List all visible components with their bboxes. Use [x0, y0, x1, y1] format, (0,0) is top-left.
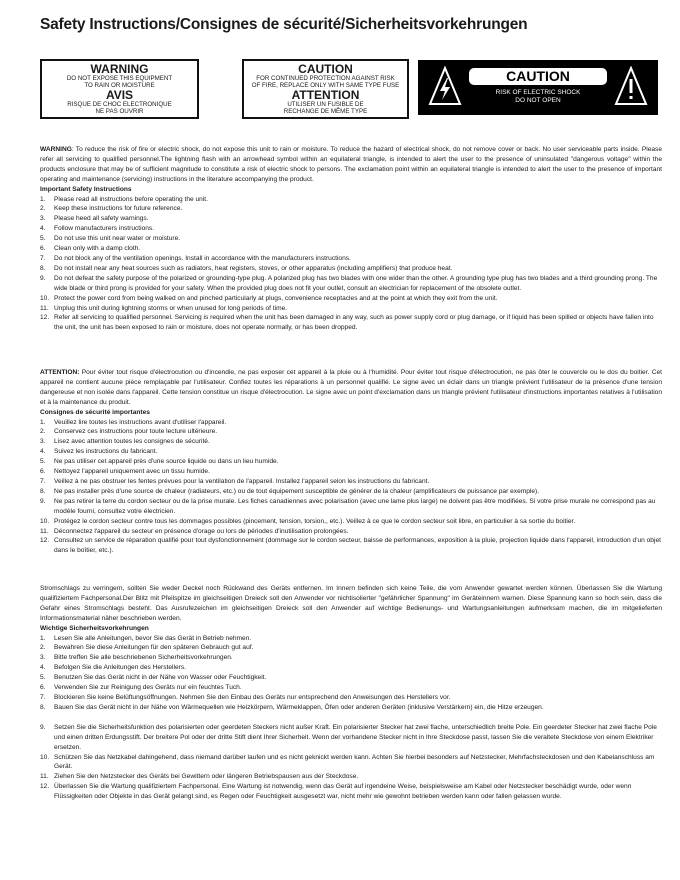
list-item-number: 11. [40, 304, 49, 312]
list-item-number: 8. [40, 264, 46, 272]
list-item [40, 244, 662, 254]
english-section [40, 145, 662, 333]
list-item-text: Déconnectez l'appareil du secteur en présence d'orage ou lors de périodes d'inutilisation prolongées. [54, 527, 349, 535]
french-instruction-list [40, 418, 662, 557]
warning-label-line: DO NOT EXPOSE THIS EQUIPMENT [66, 74, 173, 82]
attention-label-line: RECHANGE DE MÊME TYPE [283, 107, 368, 115]
list-item-text: Überlassen Sie die Wartung qualifiziertem Fachpersonal. Eine Wartung ist notwendig, wenn das Gerät auf irgendeine Weise, beispielsweise am Kabel oder Netzstecker beschädigt wurde, oder wenn Flüssigkeiten oder Objekte in das Gerät gelangt sind, es Regen oder Feuchtigkeit ausgesetzt war, nicht mehr wie gewohnt betrieben werden kann oder fallen gelassen wurde. [54, 783, 632, 801]
list-item-text: Keep these instructions for future reference. [54, 205, 183, 213]
list-item-number: 12. [40, 314, 50, 322]
list-item-number: 10. [40, 753, 50, 761]
french-warning-paragraph [40, 368, 662, 408]
list-item [40, 723, 662, 753]
list-item-text: Suivez les instructions du fabricant. [54, 448, 158, 456]
list-item [40, 294, 662, 304]
list-item-text: Please read all instructions before operating the unit. [54, 195, 208, 203]
list-item-text: Protégez le cordon secteur contre tous les dommages possibles (pincement, tension, torsion,, etc.). Veillez à ce que le cordon secteur soit libre, en particulier à sa sortie du boitier. [54, 517, 576, 525]
list-item-text: Veuillez lire toutes les instructions avant d'utiliser l'appareil. [54, 418, 227, 426]
list-item-number: 6. [40, 245, 46, 253]
list-item-text: Do not install near any heat sources such as radiators, heat registers, stoves, or other apparatus (including amplifiers) that produce heat. [54, 264, 453, 272]
warning-label-box [40, 59, 199, 119]
list-item-text: Consultez un service de réparation qualifié pour tout dysfonctionnement (dommage sur le cordon secteur, baisse de performances, exposition à la pluie, projection liquide dans l'appareil, introduction d'un objet dans le boîtier, etc.). [54, 537, 661, 555]
list-item [40, 274, 662, 294]
list-item-text: Bauen Sie das Gerät nicht in der Nähe von Wärmequellen wie Heizkörpern, Wärmeklappen, Öfen oder anderen Geräten (inklusive Verstärkern) ein, die Hitze erzeugen. [54, 703, 544, 711]
page-title: Safety Instructions/Consignes de sécurité/Sicherheitsvorkehrungen [40, 16, 528, 33]
list-item-number: 3. [40, 654, 46, 662]
list-item [40, 195, 662, 205]
attention-label-heading: ATTENTION [291, 88, 360, 103]
german-warning-paragraph: Stromschlags zu verringern, sollten Sie weder Deckel noch Rückwand des Geräts entfernen. Im Innern befinden sich keine Teile, die vom Anwender gewartet werden können. Überlassen Sie die Wartung qualifiziertem Fachpersonal.Der Blitz mit Pfeilspitze im gleichseitigen Dreieck soll den Anwender vor nichtisolierter "gefährlicher Spannung" im Geräteinnern warnen. Diese Spannung kann so hoch sein, dass die Gefahr eines Stromschlags besteht. Das Ausrufezeichen im gleichseitigen Dreieck soll den Anwender auf wichtige Bedienungs- und Wartungsanleitungen aufmerksam machen, die im mitgelieferten Informationsmaterial näher beschrieben werden. [40, 585, 662, 622]
list-item-number: 1. [40, 634, 46, 642]
list-item-number: 5. [40, 458, 46, 466]
list-item-text: Do not use this unit near water or moisture. [54, 235, 181, 243]
list-item-text: Do not block any of the ventilation openings. Install in accordance with the manufacturers instructions. [54, 254, 351, 262]
list-item [40, 634, 662, 644]
list-item-number: 10. [40, 294, 50, 302]
list-item-number: 9. [40, 497, 46, 505]
warning-label-heading: WARNING [90, 62, 149, 76]
list-item-number: 12. [40, 783, 50, 791]
avis-label-heading: AVIS [105, 88, 134, 103]
list-item-text: Setzen Sie die Sicherheitsfunktion des polarisierten oder geerdeten Steckers nicht außer Kraft. Ein polarisierter Stecker hat zwei flache, unterschiedlich breite Pole. Ein geerdeter Stecker hat zwei flache Pole und einen dritten Erdungsstift. Der breitere Pol oder der dritte Stift dient Ihrer Sicherheit. Wenn der vorhandene Stecker nicht in Ihre Steckdose passt, lassen Sie die veraltete Steckdose von einem Elektriker ersetzen. [54, 723, 657, 751]
list-item [40, 467, 662, 477]
warning-label-line: TO RAIN OR MOISTURE [84, 81, 155, 89]
list-item [40, 753, 662, 773]
list-item [40, 536, 662, 556]
list-item [40, 254, 662, 264]
list-item-text: Befolgen Sie die Anleitungen des Herstellers. [54, 664, 186, 672]
list-item-number: 2. [40, 428, 46, 436]
list-item-number: 6. [40, 468, 46, 476]
list-item-text: Bitte treffen Sie alle beschriebenen Sicherheitsvorkehrungen. [54, 654, 233, 662]
list-item-text: Unplug this unit during lightning storms or when unused for long periods of time. [54, 304, 288, 312]
list-item [40, 224, 662, 234]
list-item-number: 12. [40, 537, 50, 545]
list-item [40, 487, 662, 497]
list-item-number: 4. [40, 448, 46, 456]
list-item [40, 703, 662, 713]
list-item-number: 9. [40, 723, 46, 731]
avis-label-line: RISQUE DE CHOC ELECTRONIQUE [67, 101, 172, 109]
list-item-number: 10. [40, 517, 50, 525]
list-item-text: Please heed all safety warnings. [54, 215, 149, 223]
list-item [40, 447, 662, 457]
list-item-text: Ne pas utiliser cet appareil près d'une source liquide ou dans un lieu humide. [54, 458, 279, 466]
list-item [40, 663, 662, 673]
list-item [40, 437, 662, 447]
french-heading: Consignes de sécurité importantes [40, 408, 150, 416]
english-warning-paragraph [40, 145, 662, 185]
list-item-text: Blockieren Sie keine Belüftungsöffnungen. Nehmen Sie den Einbau des Geräts nur entsprechend den Anweisungen des Herstellers vor. [54, 693, 451, 701]
list-item-text: Refer all servicing to qualified personnel. Servicing is required when the unit has been damaged in any way, such as power supply cord or plug damage, or if liquid has been spilled or objects have fallen into the unit, the unit has been exposed to rain or moisture, does not operate normally, or has been dropped. [54, 314, 654, 332]
list-item-number: 1. [40, 418, 46, 426]
list-item-number: 7. [40, 477, 46, 485]
list-item-number: 7. [40, 254, 46, 262]
list-item-number: 9. [40, 274, 46, 282]
list-item-text: Verwenden Sie zur Reinigung des Geräts nur ein feuchtes Tuch. [54, 684, 242, 692]
list-item [40, 527, 662, 537]
list-item-text: Conservez ces instructions pour toute lecture ultérieure. [54, 428, 218, 436]
shock-label-line: RISK OF ELECTRIC SHOCK [495, 89, 581, 97]
list-item [40, 204, 662, 214]
list-item-number: 3. [40, 215, 46, 223]
list-item [40, 782, 662, 802]
list-item-number: 11. [40, 527, 49, 535]
list-item [40, 683, 662, 693]
list-item [40, 643, 662, 653]
exclamation-triangle-icon [614, 66, 648, 106]
list-item-text: Veillez à ne pas obstruer les fentes prévues pour la ventilation de l'appareil. Installez l'appareil selon les instructions du fabricant. [54, 477, 430, 485]
caution-label-heading: CAUTION [298, 62, 353, 76]
english-instruction-list [40, 195, 662, 334]
lightning-triangle-icon [428, 66, 462, 106]
list-item-text: Schützen Sie das Netzkabel dahingehend, dass niemand darüber laufen und es nicht geknickt werden kann. Achten Sie hierbei besonders auf Netzstecker, Mehrfachsteckdosen und den Kabelanschluss am Gerät. [54, 753, 655, 771]
list-item-number: 5. [40, 235, 46, 243]
list-item-text: Ne pas retirer la terre du cordon secteur ou de la prise murale. Les fiches canadiennes avec polarisation (avec une lame plus large) ne doivent pas être modifiées. Si votre prise murale ne correspond pas au modèle fourni, consultez votre électricien. [54, 497, 656, 515]
list-item [40, 304, 662, 314]
caution-label-line: OF FIRE, REPLACE ONLY WITH SAME TYPE FUSE [251, 81, 400, 89]
shock-label-center [469, 68, 607, 104]
list-item-number: 3. [40, 438, 46, 446]
list-item-number: 5. [40, 674, 46, 682]
list-item-text: Ziehen Sie den Netzstecker des Geräts bei Gewittern oder längeren Betriebspausen aus der Steckdose. [54, 773, 359, 781]
caution-fuse-label-box [242, 59, 409, 119]
list-item-text: Protect the power cord from being walked on and pinched particularly at plugs, convenience receptacles and at the point at which they exit from the unit. [54, 294, 498, 302]
list-item [40, 457, 662, 467]
electric-shock-label-box [418, 60, 658, 115]
list-item-text: Nettoyez l'appareil uniquement avec un tissu humide. [54, 468, 210, 476]
list-item [40, 264, 662, 274]
list-item-number: 1. [40, 195, 46, 203]
list-item-text: Lesen Sie alle Anleitungen, bevor Sie das Gerät in Betrieb nehmen. [54, 634, 252, 642]
shock-caution-heading: CAUTION [469, 68, 607, 85]
list-item-text: Clean only with a damp cloth. [54, 245, 141, 253]
caution-label-line: FOR CONTINUED PROTECTION AGAINST RISK [256, 74, 395, 82]
list-item-text: Follow manufacturers instructions. [54, 225, 155, 233]
list-item-number: 7. [40, 693, 46, 701]
list-item [40, 772, 662, 782]
list-item [40, 477, 662, 487]
list-item [40, 673, 662, 683]
list-item-number: 6. [40, 684, 46, 692]
list-item-text: Benutzen Sie das Gerät nicht in der Nähe von Wasser oder Feuchtigkeit. [54, 674, 267, 682]
list-item-number: 8. [40, 703, 46, 711]
list-item-number: 4. [40, 664, 46, 672]
english-warning-text: : To reduce the risk of fire or electric shock, do not expose this unit to rain or moisture. To reduce the hazard of electrical shock, do not remove cover or back. No user serviceable parts inside. Please refer all servicing to qualified personnel.The lightning flash with an arrowhead symbol within an equilateral triangle, is intended to alert the user to the presence of uninsulated "dangerous voltage" within the products enclosure that may be of sufficient magnitude to constitute a risk of electric shock to persons. The exclamation point within an equilateral triangle is intended to alert the user to the presence of important operating and maintenance (servicing) instructions in the literature accompanying the product. [40, 146, 662, 183]
list-item [40, 693, 662, 703]
list-item [40, 313, 662, 333]
list-item-number: 4. [40, 225, 46, 233]
german-instruction-list [40, 634, 662, 803]
list-item [40, 517, 662, 527]
list-item-number: 2. [40, 205, 46, 213]
list-item [40, 234, 662, 244]
list-item [40, 427, 662, 437]
avis-label-line: NE PAS OUVRIR [95, 107, 144, 115]
list-item [40, 653, 662, 663]
list-item-text: Ne pas installer près d'une source de chaleur (radiateurs, etc.) ou de tout équipement susceptible de générer de la chaleur (amplificateurs de puissance par exemple). [54, 487, 540, 495]
shock-label-line: DO NOT OPEN [515, 96, 561, 104]
french-warning-lead: ATTENTION: [40, 369, 80, 376]
list-item-number: 8. [40, 487, 46, 495]
french-section [40, 368, 662, 556]
list-item-number: 2. [40, 644, 46, 652]
list-item [40, 418, 662, 428]
french-warning-text: Pour éviter tout risque d'électrocution ou d'incendie, ne pas exposer cet appareil à la pluie ou à l'humidité. Pour éviter tout risque d'électrocution, ne pas ôter le couvercle ou le dos du boitier. Cet appareil ne contient aucune pièce remplaçable par l'utilisateur. Confiez toutes les réparations à un personnel qualifié. Le signe avec un éclair dans un triangle prévient l'utilisateur de la présence d'une tension dangereuse et non isolée dans l'appareil. Cette tension constitue un risque d'électrocution. Le signe avec un point d'exclamation dans un triangle prévient l'utilisateur d'instructions importantes relatives à l'utilisation et à la maintenance du produit. [40, 369, 662, 406]
list-item [40, 214, 662, 224]
list-item [40, 497, 662, 517]
list-item-text: Lisez avec attention toutes les consignes de sécurité. [54, 438, 210, 446]
list-item-text: Bewahren Sie diese Anleitungen für den späteren Gebrauch gut auf. [54, 644, 254, 652]
german-section [40, 584, 662, 802]
english-warning-lead: WARNING [40, 146, 72, 153]
list-item-number: 11. [40, 773, 49, 781]
german-heading: Wichtige Sicherheitsvorkehrungen [40, 624, 149, 632]
english-heading: Important Safety Instructions [40, 185, 132, 193]
attention-label-line: UTILISER UN FUSIBLE DE [287, 101, 364, 109]
list-item-text: Do not defeat the safety purpose of the polarized or grounding-type plug. A polarized plug has two blades with one wider than the other. A grounding type plug has two blades and a third grounding prong. The wide blade or third prong is provided for your safety. When the provided plug does not fit your outlet, consult an electrician for replacement of the obsolete outlet. [54, 274, 658, 292]
